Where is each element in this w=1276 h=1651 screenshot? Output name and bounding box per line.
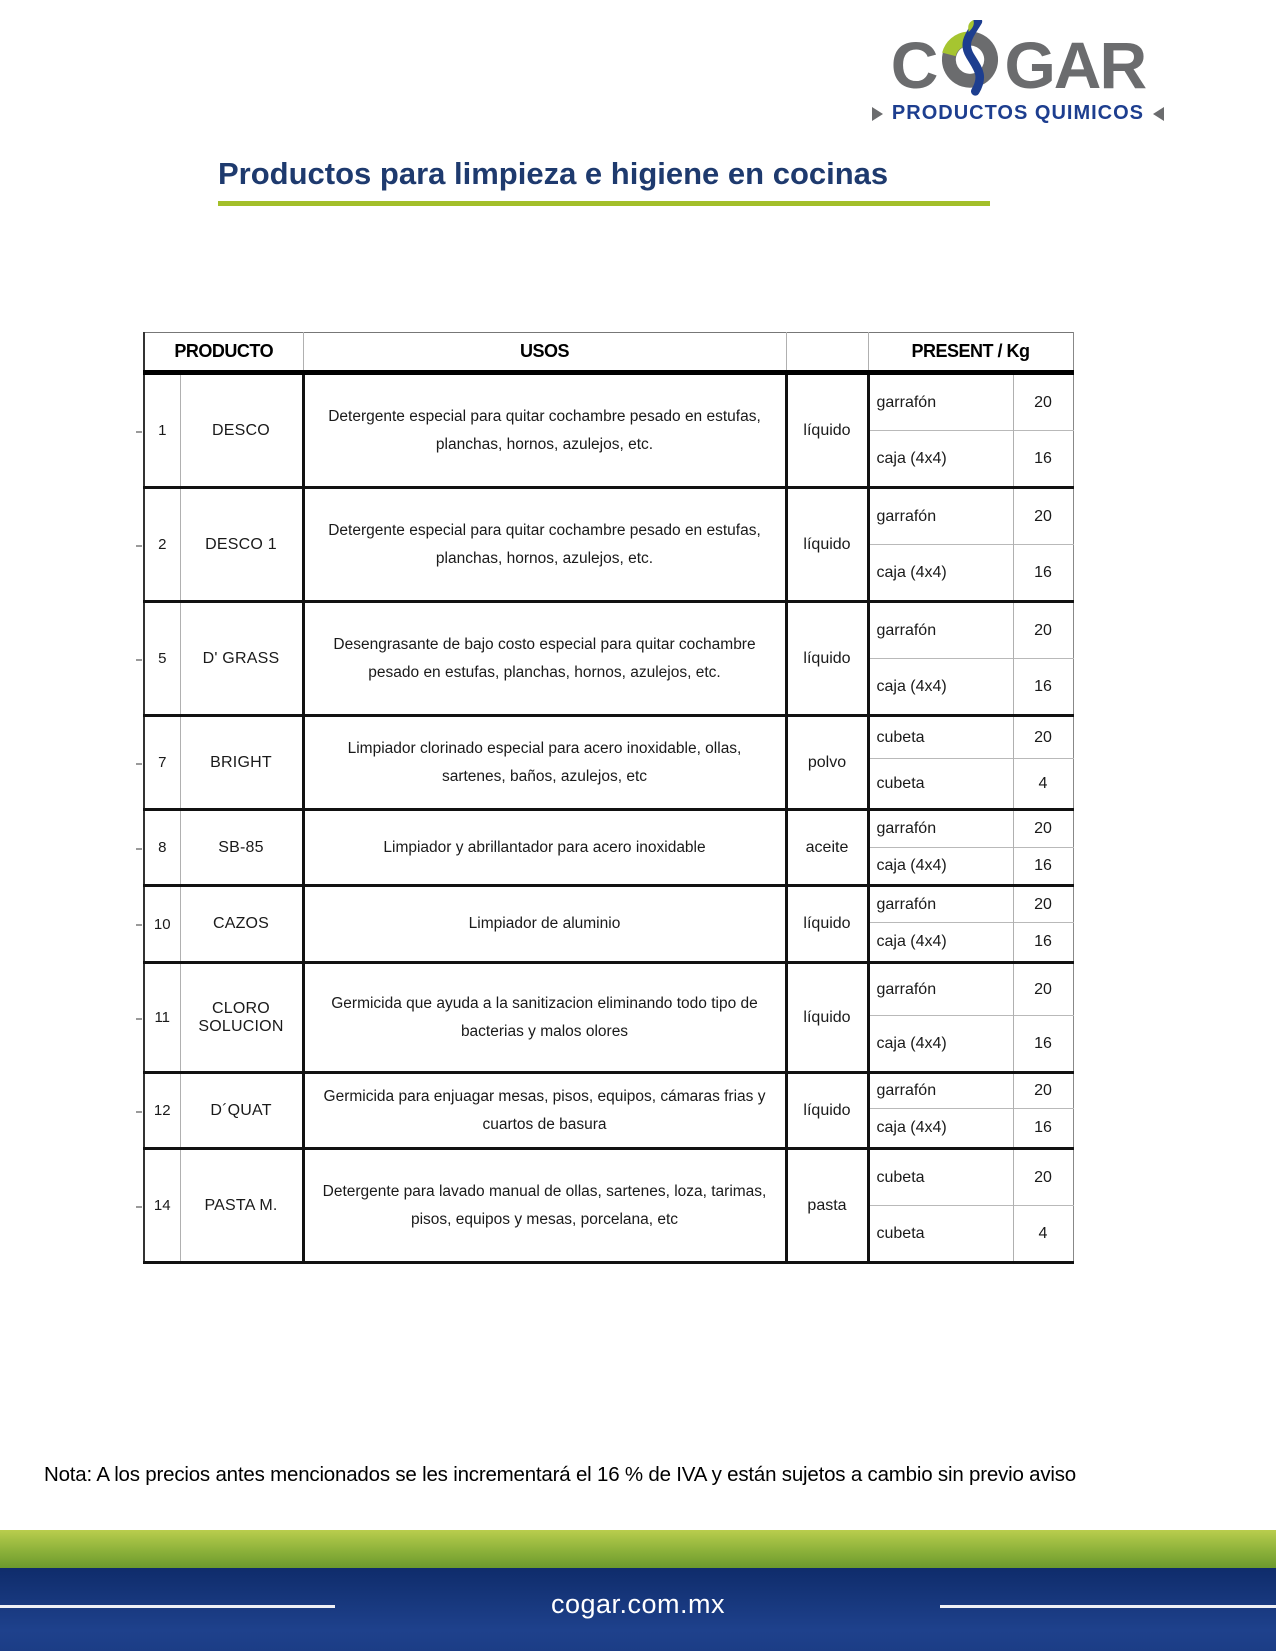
- footer-green-band: [0, 1530, 1276, 1568]
- product-name: CAZOS: [180, 886, 303, 963]
- product-number: 12: [144, 1073, 180, 1149]
- header-present-kg: PRESENT / Kg: [868, 333, 1073, 373]
- presentation-kg: 20: [1013, 716, 1073, 759]
- presentation-type: caja (4x4): [868, 923, 1013, 963]
- title-underline: [218, 201, 990, 206]
- product-name: D´QUAT: [180, 1073, 303, 1149]
- product-uses: Limpiador de aluminio: [303, 886, 786, 963]
- product-number: 7: [144, 716, 180, 810]
- presentation-type: garrafón: [868, 810, 1013, 848]
- product-name: CLORO SOLUCION: [180, 963, 303, 1073]
- product-name: DESCO: [180, 373, 303, 488]
- table-header-row: [144, 333, 1073, 373]
- product-name: SB-85: [180, 810, 303, 886]
- product-row: [144, 488, 1073, 545]
- title-block: [218, 156, 990, 206]
- product-uses: Germicida que ayuda a la sanitizacion eliminando todo tipo de bacterias y malos olores: [303, 963, 786, 1073]
- product-form: polvo: [786, 716, 868, 810]
- presentation-kg: 20: [1013, 373, 1073, 431]
- arrow-left-icon: [1153, 107, 1164, 121]
- presentation-type: cubeta: [868, 1206, 1013, 1263]
- product-form: líquido: [786, 602, 868, 716]
- presentation-type: caja (4x4): [868, 431, 1013, 488]
- product-uses: Limpiador y abrillantador para acero inoxidable: [303, 810, 786, 886]
- presentation-kg: 20: [1013, 810, 1073, 848]
- logo-letters-gar: GAR: [1004, 28, 1146, 102]
- header-usos: USOS: [303, 333, 786, 373]
- presentation-type: garrafón: [868, 963, 1013, 1016]
- logo-tagline-text: PRODUCTOS QUIMICOS: [891, 102, 1144, 124]
- product-row: [144, 602, 1073, 659]
- product-row: [144, 373, 1073, 431]
- logo-drop-o-icon: [937, 20, 1003, 98]
- product-table-body: [144, 373, 1073, 1263]
- product-name: BRIGHT: [180, 716, 303, 810]
- presentation-type: caja (4x4): [868, 1109, 1013, 1149]
- presentation-kg: 16: [1013, 1109, 1073, 1149]
- presentation-kg: 16: [1013, 1016, 1073, 1073]
- product-name: D' GRASS: [180, 602, 303, 716]
- presentation-kg: 20: [1013, 1073, 1073, 1109]
- presentation-type: garrafón: [868, 488, 1013, 545]
- header-producto: PRODUCTO: [144, 333, 303, 373]
- product-uses: Germicida para enjuagar mesas, pisos, equipos, cámaras frias y cuartos de basura: [303, 1073, 786, 1149]
- product-form: líquido: [786, 886, 868, 963]
- footer-website: cogar.com.mx: [550, 1589, 726, 1619]
- product-number: 2: [144, 488, 180, 602]
- product-row: [144, 1149, 1073, 1206]
- cogar-logo: [872, 20, 1164, 125]
- product-uses: Detergente especial para quitar cochambre pesado en estufas, planchas, hornos, azulejos, etc.: [303, 488, 786, 602]
- presentation-type: caja (4x4): [868, 848, 1013, 886]
- presentation-kg: 20: [1013, 488, 1073, 545]
- presentation-type: cubeta: [868, 1149, 1013, 1206]
- presentation-kg: 20: [1013, 1149, 1073, 1206]
- presentation-type: caja (4x4): [868, 545, 1013, 602]
- product-uses: Detergente especial para quitar cochambre pesado en estufas, planchas, hornos, azulejos, etc.: [303, 373, 786, 488]
- presentation-kg: 20: [1013, 963, 1073, 1016]
- page-title: Productos para limpieza e higiene en cocinas: [218, 156, 889, 191]
- cogar-logo-wordmark: [890, 20, 1146, 102]
- header-tipo-empty: [786, 333, 868, 373]
- presentation-kg: 16: [1013, 848, 1073, 886]
- presentation-kg: 20: [1013, 886, 1073, 923]
- product-row: [144, 1073, 1073, 1109]
- logo-tagline: [872, 102, 1164, 125]
- product-number: 11: [144, 963, 180, 1073]
- product-row: [144, 810, 1073, 848]
- product-uses: Desengrasante de bajo costo especial para quitar cochambre pesado en estufas, planchas, hornos, azulejos, etc.: [303, 602, 786, 716]
- product-uses: Limpiador clorinado especial para acero inoxidable, ollas, sartenes, baños, azulejos, etc: [303, 716, 786, 810]
- presentation-kg: 4: [1013, 759, 1073, 810]
- presentation-type: garrafón: [868, 886, 1013, 923]
- product-number: 10: [144, 886, 180, 963]
- logo-letter-c: C: [890, 28, 937, 102]
- product-form: líquido: [786, 1073, 868, 1149]
- presentation-type: caja (4x4): [868, 659, 1013, 716]
- presentation-type: cubeta: [868, 716, 1013, 759]
- presentation-type: caja (4x4): [868, 1016, 1013, 1073]
- presentation-kg: 16: [1013, 923, 1073, 963]
- presentation-kg: 16: [1013, 659, 1073, 716]
- product-table: [143, 332, 1074, 1264]
- product-form: líquido: [786, 963, 868, 1073]
- product-form: líquido: [786, 373, 868, 488]
- product-row: [144, 716, 1073, 759]
- product-number: 14: [144, 1149, 180, 1263]
- product-number: 1: [144, 373, 180, 488]
- presentation-type: cubeta: [868, 759, 1013, 810]
- arrow-right-icon: [872, 107, 883, 121]
- product-form: aceite: [786, 810, 868, 886]
- product-row: [144, 963, 1073, 1016]
- product-number: 8: [144, 810, 180, 886]
- product-name: DESCO 1: [180, 488, 303, 602]
- product-uses: Detergente para lavado manual de ollas, sartenes, loza, tarimas, pisos, equipos y mesas, porcelana, etc: [303, 1149, 786, 1263]
- presentation-kg: 4: [1013, 1206, 1073, 1263]
- presentation-kg: 16: [1013, 545, 1073, 602]
- presentation-kg: 20: [1013, 602, 1073, 659]
- product-name: PASTA M.: [180, 1149, 303, 1263]
- product-table-wrap: [143, 332, 1074, 1264]
- iva-note: Nota: A los precios antes mencionados se les incrementará el 16 % de IVA y están sujetos a cambio sin previo aviso: [44, 1463, 1076, 1486]
- presentation-type: garrafón: [868, 373, 1013, 431]
- presentation-kg: 16: [1013, 431, 1073, 488]
- product-form: pasta: [786, 1149, 868, 1263]
- presentation-type: garrafón: [868, 1073, 1013, 1109]
- product-row: [144, 886, 1073, 923]
- product-number: 5: [144, 602, 180, 716]
- presentation-type: garrafón: [868, 602, 1013, 659]
- product-form: líquido: [786, 488, 868, 602]
